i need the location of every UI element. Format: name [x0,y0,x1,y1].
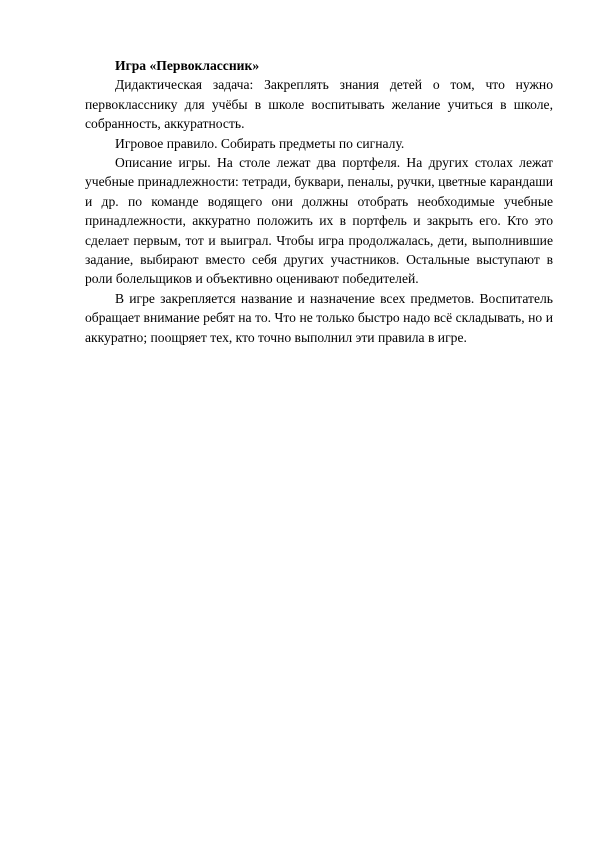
paragraph-didactic-task: Дидактическая задача: Закреплять знания детей о том, что нужно первокласснику для учёбы в школе воспитывать желание учиться в школе, собранность, аккуратность. [85,77,553,132]
paragraph-game-description: Описание игры. На столе лежат два портфеля. На других столах лежат учебные принадлежности: тетради, буквари, пеналы, ручки, цветные карандаши и др. по команде водящего они должны отобрать необходимые учебные принадлежности, аккуратно положить их в портфель и закрыть его. Кто это сделает первым, тот и выиграл. Чтобы игра продолжалась, дети, выполнившие задание, выбирают вместо себя других участников. Остальные выступают в роли болельщиков и объективно оценивают победителей. [85,155,553,287]
document-body [85,56,553,347]
paragraph-conclusion: В игре закрепляется название и назначение всех предметов. Воспитатель обращает внимание ребят на то. Что не только быстро надо всё складывать, но и аккуратно; поощряет тех, кто точно выполнил эти правила в игре. [85,290,553,345]
paragraph-game-rule: Игровое правило. Собирать предметы по сигналу. [115,135,405,151]
document-title: Игра «Первоклассник» [115,58,260,73]
